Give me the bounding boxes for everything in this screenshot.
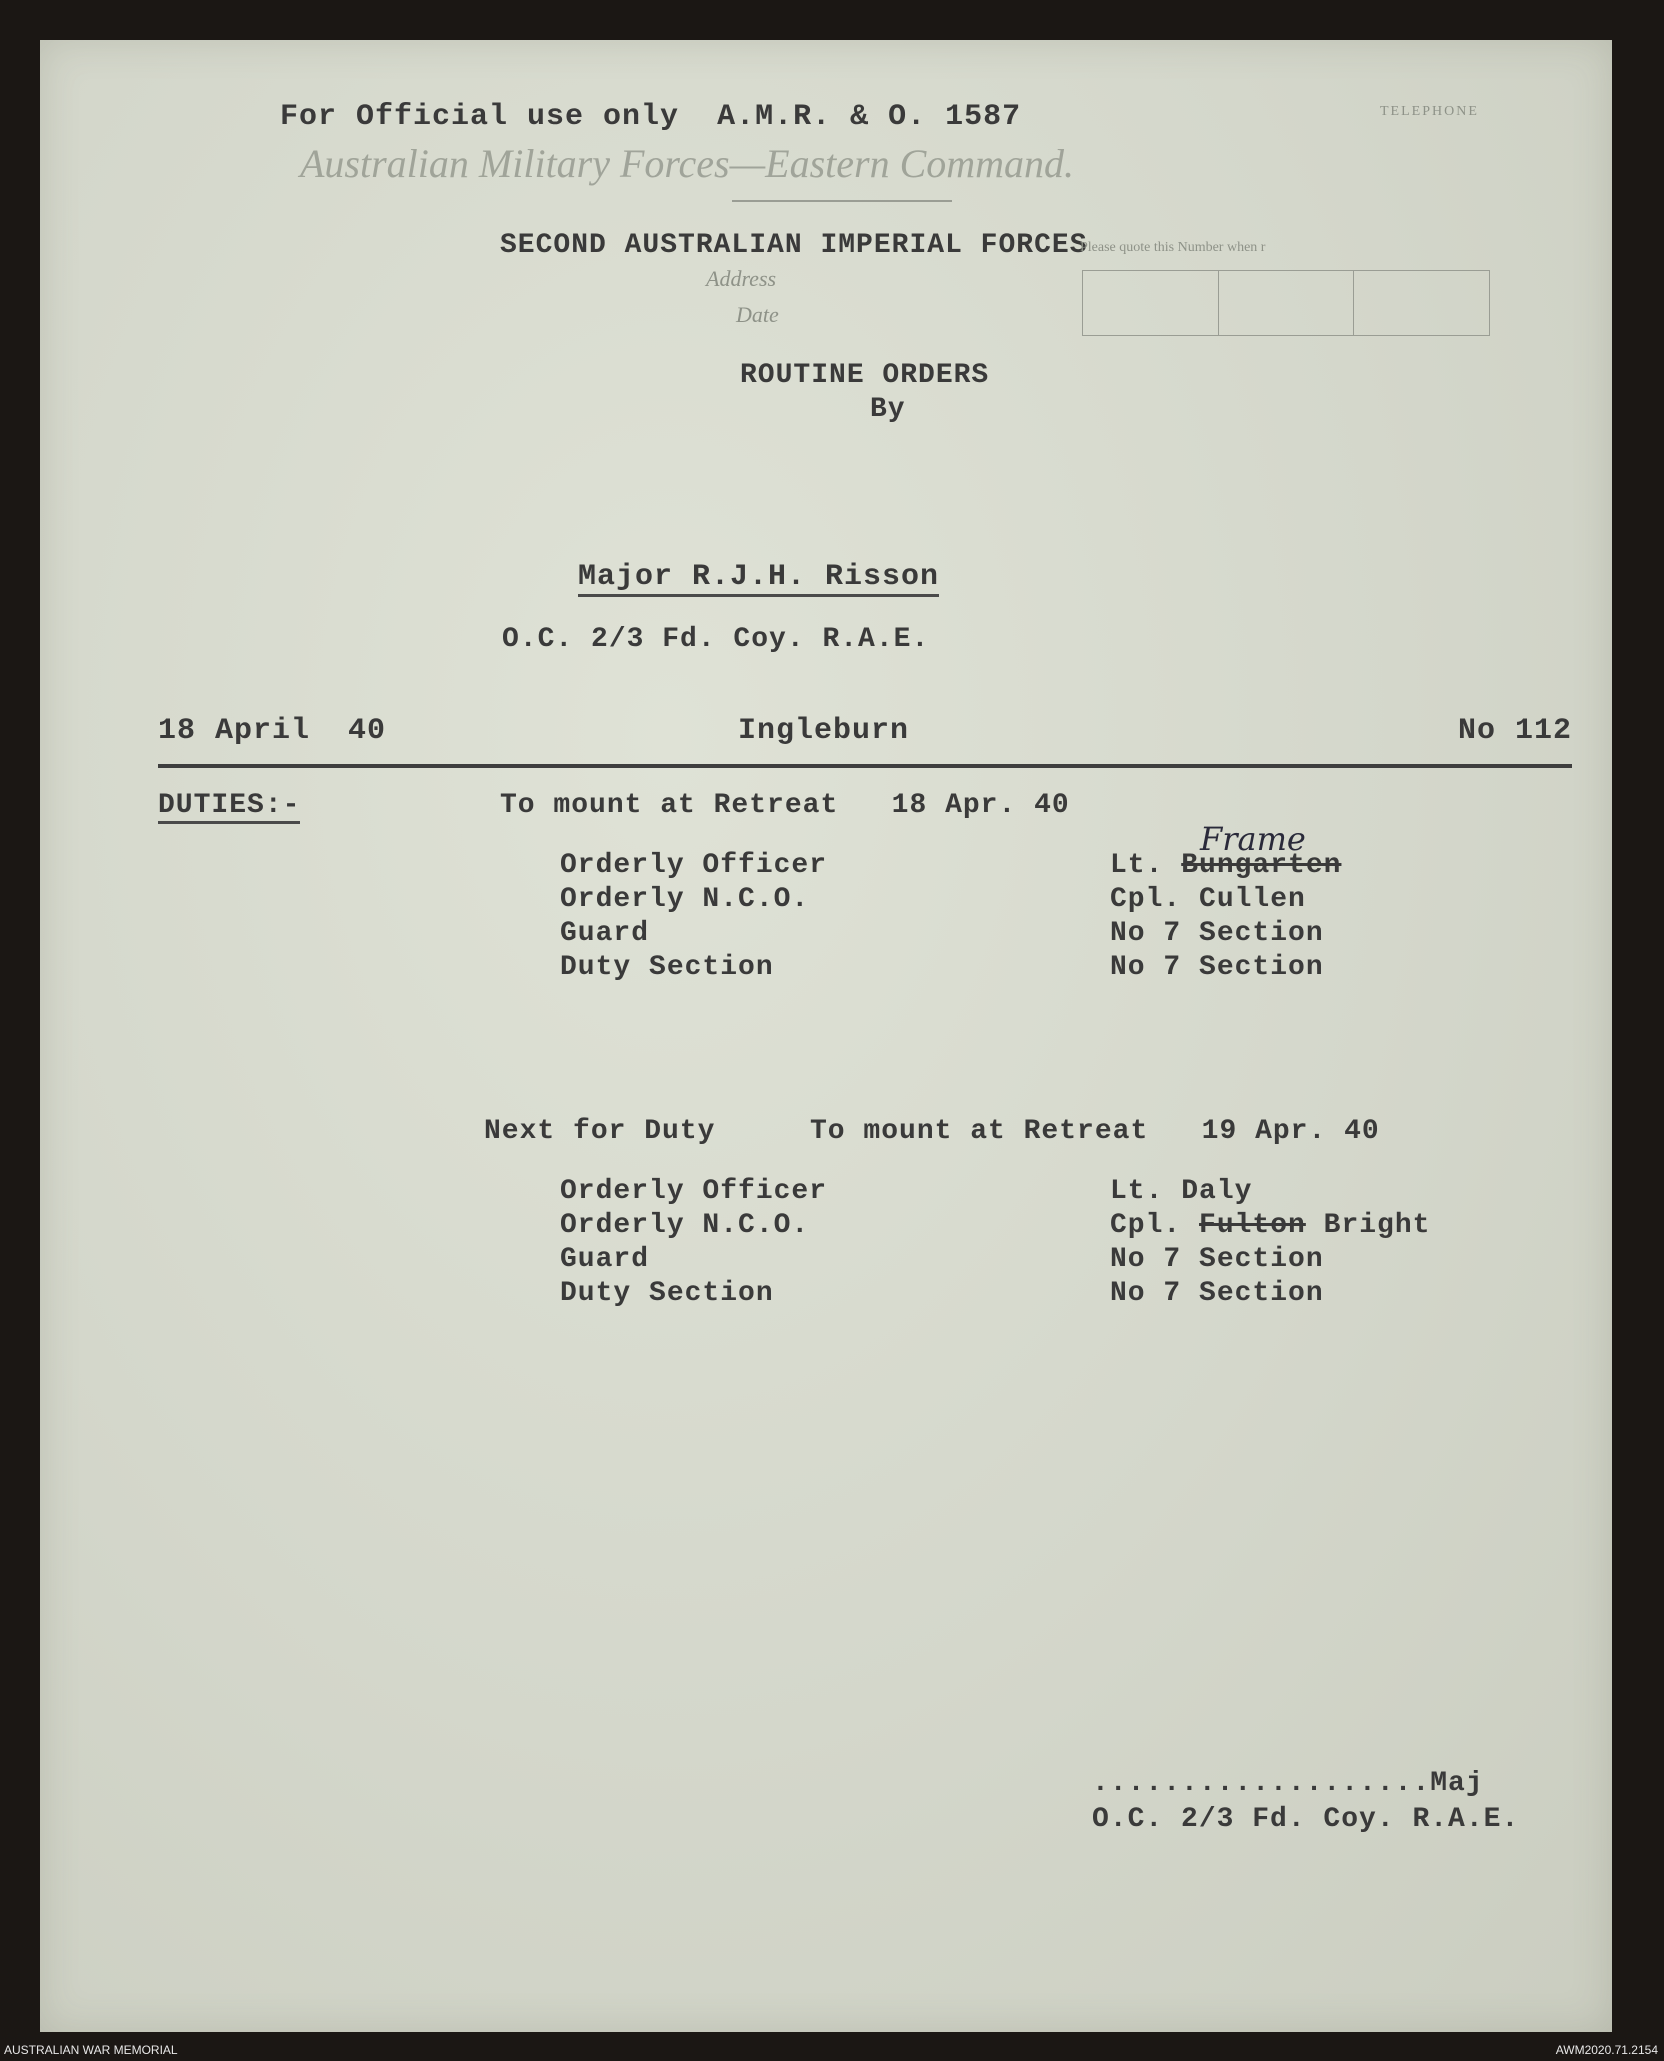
document-page [40,40,1612,2032]
roster-assignment: Lt. Daly [1110,1176,1253,1207]
quote-note: Please quote this Number when r [1080,240,1266,255]
reference-number-box [1082,270,1490,336]
roster-assignment: Cpl. Cullen [1110,884,1306,915]
signature-title: O.C. 2/3 Fd. Coy. R.A.E. [1092,1804,1520,1835]
roster-assignment: No 7 Section [1110,952,1324,983]
officer-name: Major R.J.H. Risson [578,560,939,597]
next-duty-roster [560,1176,1460,1312]
duties-label: DUTIES:- [158,790,300,824]
next-duty-label: Next for Duty [484,1116,716,1147]
roster-row [560,884,1460,918]
roster-assignment: Lt. Bungarten [1110,850,1342,881]
struck-name: Fulton [1199,1210,1306,1241]
order-place: Ingleburn [738,714,910,748]
roster-row [560,1244,1460,1278]
signature-line: ...................Maj [1092,1768,1484,1799]
letterhead-title: Australian Military Forces—Eastern Command. [300,141,1075,186]
roster-row [560,1278,1460,1312]
date-label: Date [736,302,779,327]
letterhead-divider [732,200,952,202]
roster-row [560,1176,1460,1210]
address-label: Address [706,266,777,291]
roster-assignment: No 7 Section [1110,1244,1324,1275]
footer-archive-name: AUSTRALIAN WAR MEMORIAL [4,2043,178,2057]
roster-role: Guard [560,918,650,949]
roster-row [560,1210,1460,1244]
duties-first-heading: To mount at Retreat 18 Apr. 40 [500,790,1070,821]
roster-role: Orderly N.C.O. [560,884,810,915]
telephone-label: TELEPHONE [1380,104,1479,119]
routine-orders-title: ROUTINE ORDERS [740,360,990,391]
roster-role: Guard [560,1244,650,1275]
first-duty-roster [560,820,1460,986]
roster-role: Orderly Officer [560,850,828,881]
roster-row [560,952,1460,986]
roster-role: Duty Section [560,952,774,983]
roster-role: Orderly Officer [560,1176,828,1207]
roster-assignment: No 7 Section [1110,918,1324,949]
forces-title: SECOND AUSTRALIAN IMPERIAL FORCES [500,230,1088,261]
next-duty-heading: To mount at Retreat 19 Apr. 40 [810,1116,1380,1147]
meta-row [158,714,1572,768]
roster-role: Orderly N.C.O. [560,1210,810,1241]
officer-unit: O.C. 2/3 Fd. Coy. R.A.E. [502,624,930,655]
roster-row [560,820,1460,884]
roster-assignment: Cpl. Fulton Bright [1110,1210,1431,1241]
roster-row [560,918,1460,952]
routine-orders-by: By [870,394,906,425]
official-use-line: For Official use only A.M.R. & O. 1587 [280,100,1022,134]
order-number: No 112 [1457,714,1572,748]
handwritten-correction: Frame [1200,820,1306,858]
roster-role: Duty Section [560,1278,774,1309]
struck-name: Bungarten [1181,850,1342,881]
order-date: 18 April 40 [158,714,387,748]
roster-assignment: No 7 Section [1110,1278,1324,1309]
footer-catalogue-id: AWM2020.71.2154 [1555,2043,1658,2057]
